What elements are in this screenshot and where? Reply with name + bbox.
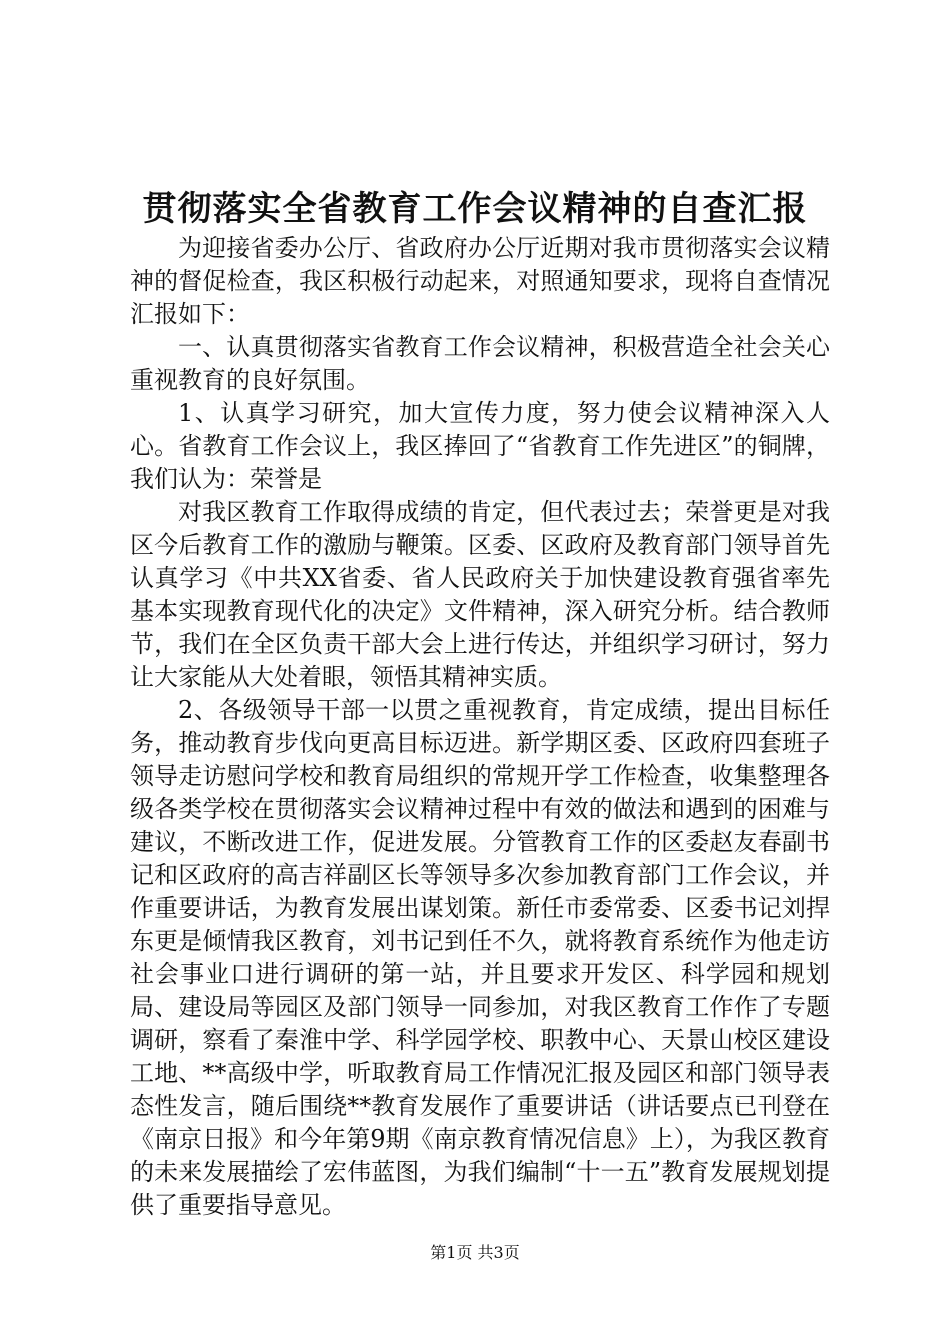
paragraph-intro: 为迎接省委办公厅、省政府办公厅近期对我市贯彻落实会议精神的督促检查，我区积极行动起来，对照通知要求，现将自查情况汇报如下： [130, 234, 830, 328]
paragraph-section-one-heading: 一、认真贯彻落实省教育工作会议精神，积极营造全社会关心重视教育的良好氛围。 [130, 333, 830, 394]
paragraph-item-one-continued: 对我区教育工作取得成绩的肯定，但代表过去；荣誉更是对我区今后教育工作的激励与鞭策。区委、区政府及教育部门领导首先认真学习《中共XX省委、省人民政府关于加快建设教育强省率先基本实现教育现代化的决定》文件精神，深入研究分析。结合教师节，我们在全区负责干部大会上进行传达，并组织学习研讨，努力让大家能从大处着眼，领悟其精神实质。 [130, 498, 830, 691]
paragraph-item-one: 1、认真学习研究，加大宣传力度，努力使会议精神深入人心。省教育工作会议上，我区捧回了“省教育工作先进区”的铜牌，我们认为：荣誉是 [130, 399, 830, 493]
document-body [130, 232, 830, 1222]
page-footer: 第1页 共3页 [430, 1243, 520, 1262]
document-title: 贯彻落实全省教育工作会议精神的自查汇报 [142, 189, 808, 229]
paragraph-item-two: 2、各级领导干部一以贯之重视教育，肯定成绩，提出目标任务，推动教育步伐向更高目标迈进。新学期区委、区政府四套班子领导走访慰问学校和教育局组织的常规开学工作检查，收集整理各级各类学校在贯彻落实会议精神过程中有效的做法和遇到的困难与建议，不断改进工作，促进发展。分管教育工作的区委赵友春副书记和区政府的高吉祥副区长等领导多次参加教育部门工作会议，并作重要讲话，为教育发展出谋划策。新任市委常委、区委书记刘捍东更是倾情我区教育，刘书记到任不久，就将教育系统作为他走访社会事业口进行调研的第一站，并且要求开发区、科学园和规划局、建设局等园区及部门领导一同参加，对我区教育工作作了专题调研，察看了秦淮中学、科学园学校、职教中心、天景山校区建设工地、**高级中学，听取教育局工作情况汇报及园区和部门领导表态性发言，随后围绕**教育发展作了重要讲话（讲话要点已刊登在《南京日报》和今年第9期《南京教育情况信息》上），为我区教育的未来发展描绘了宏伟蓝图，为我们编制“十一五”教育发展规划提供了重要指导意见。 [130, 696, 830, 1219]
